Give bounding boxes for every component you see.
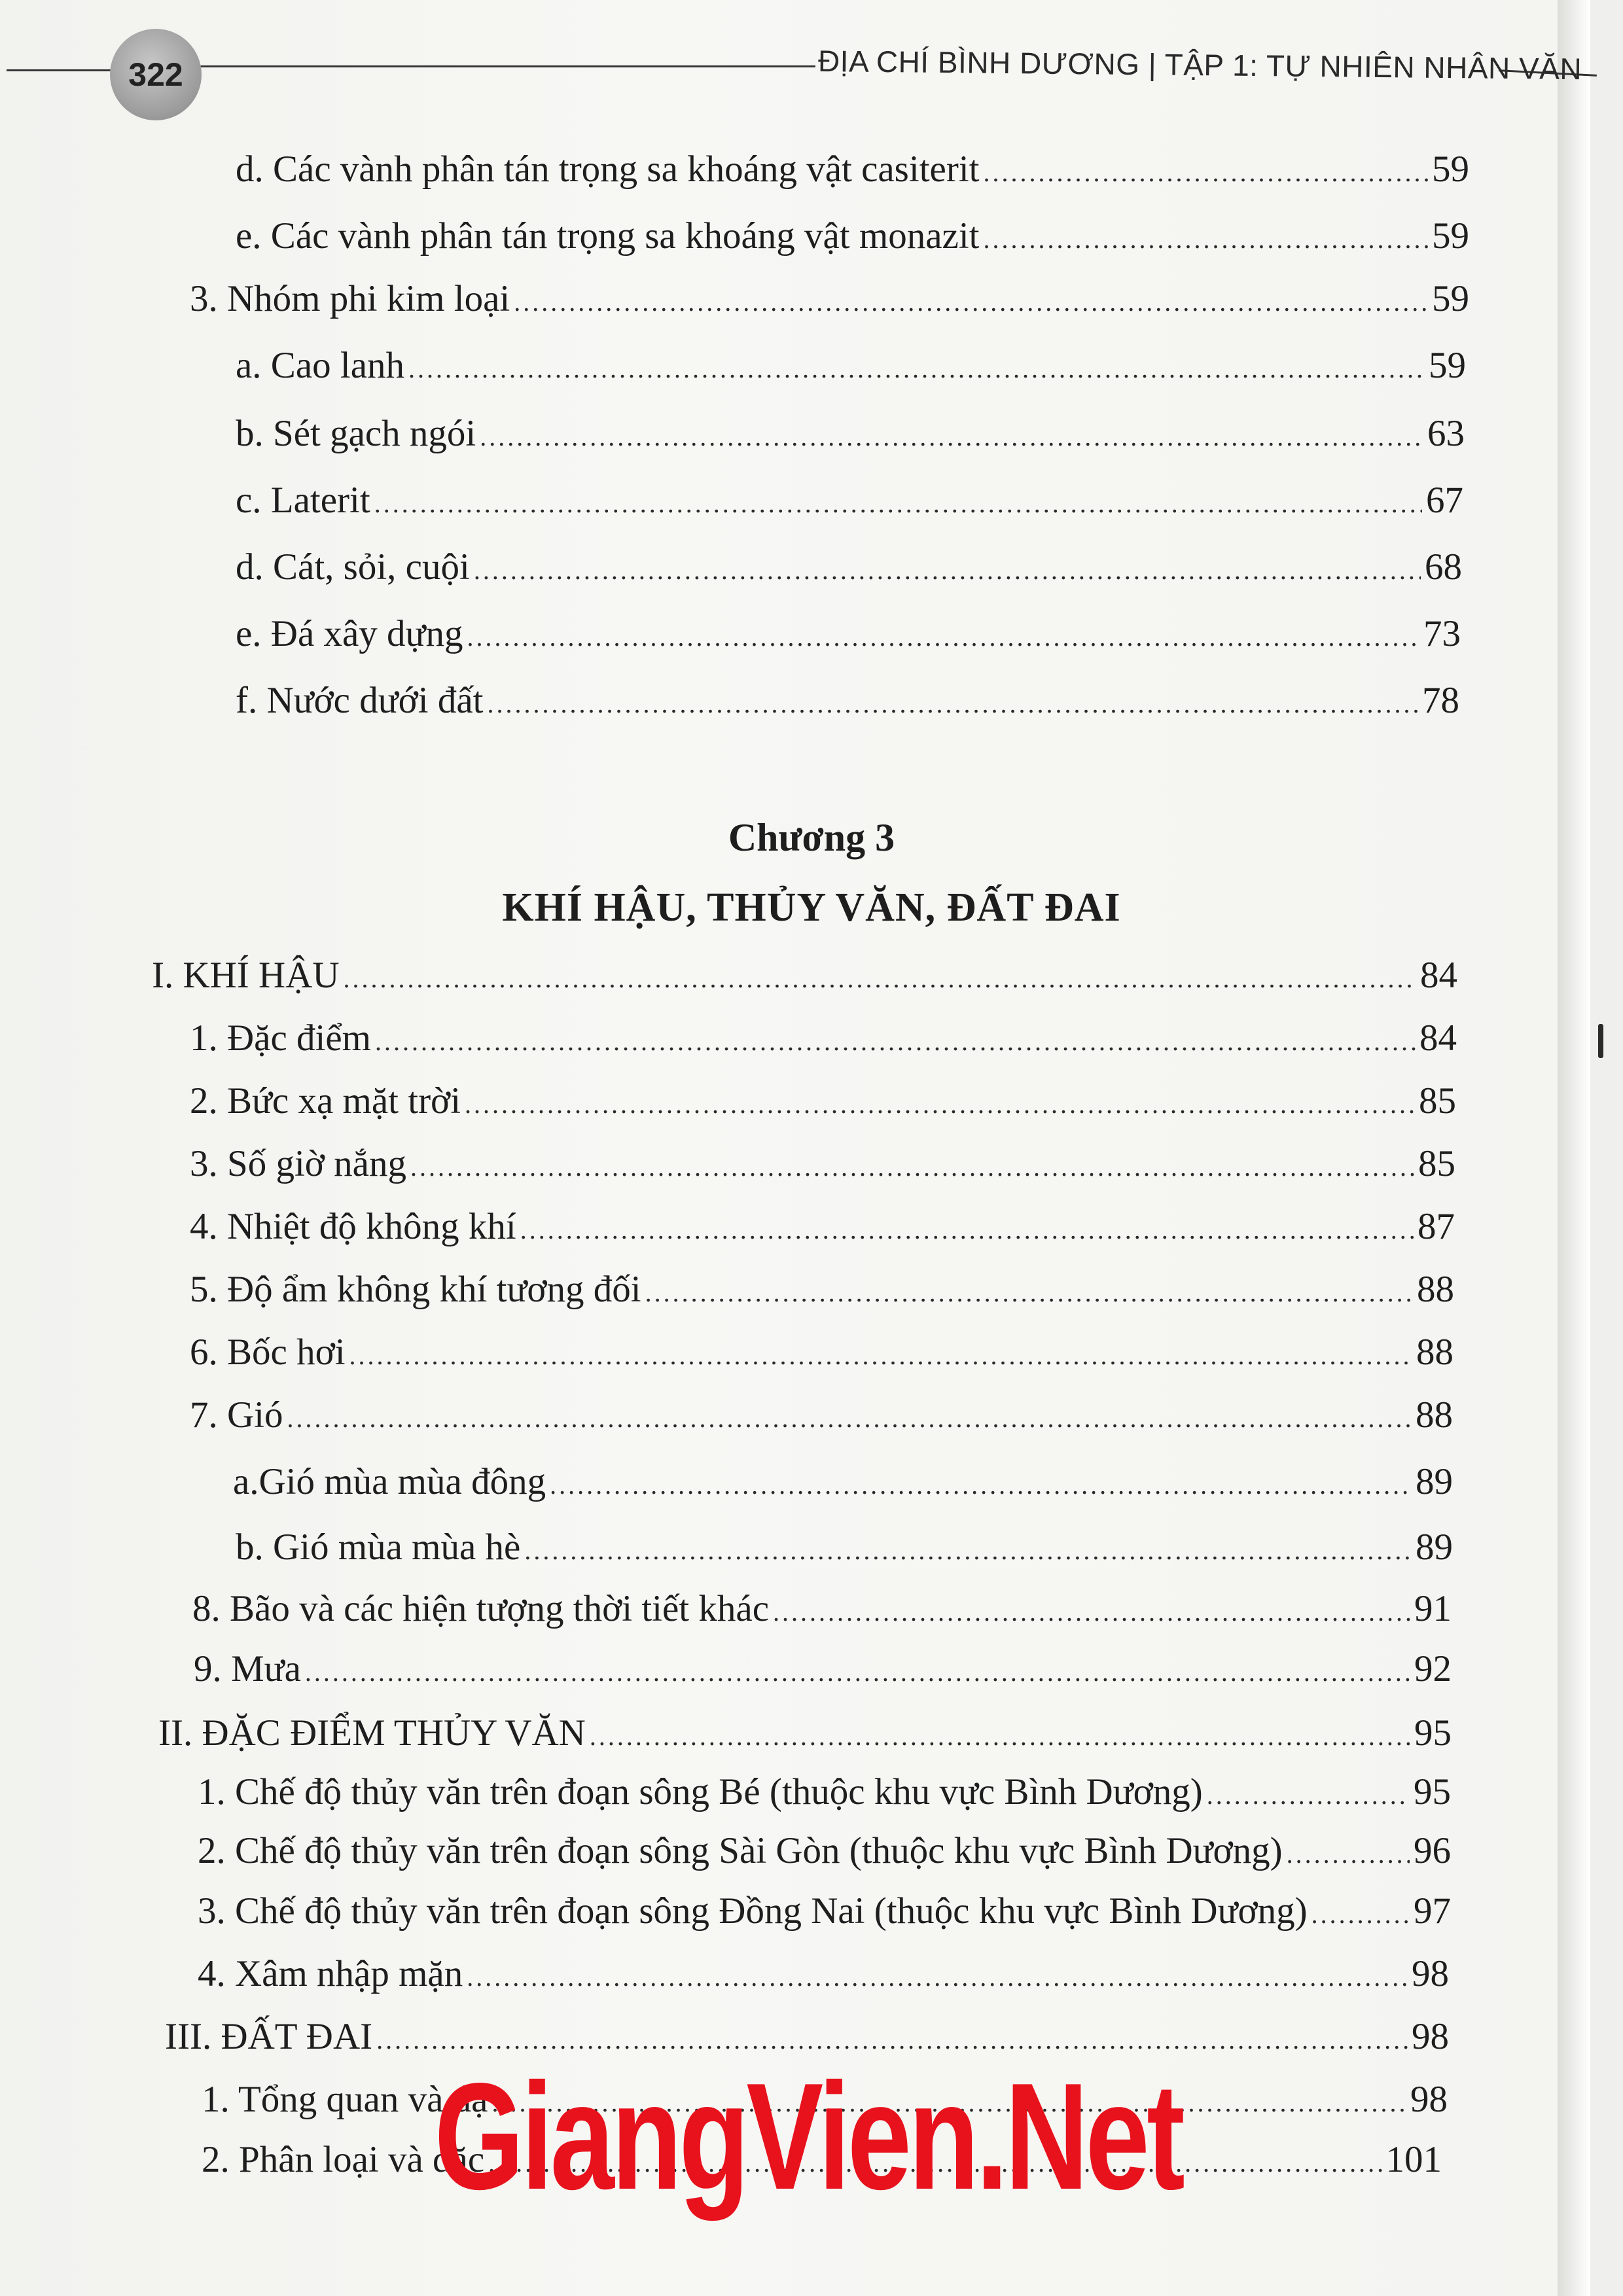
running-title: ĐỊA CHÍ BÌNH DƯƠNG | TẬP 1: TỰ NHIÊN NHÂN VĂN	[817, 44, 1582, 86]
toc-entry	[236, 150, 1469, 188]
toc-entry-page: 59	[1432, 278, 1469, 319]
toc-entry-page: 88	[1416, 1394, 1453, 1436]
toc-entry	[190, 280, 1469, 317]
toc-entry	[192, 1590, 1452, 1627]
toc-entry-label: e. Các vành phân tán trọng sa khoáng vật monazit	[236, 215, 980, 256]
toc-entry-page: 63	[1427, 413, 1465, 454]
toc-entry	[236, 548, 1462, 586]
toc-entry-label: 1. Chế độ thủy văn trên đoạn sông Bé (thuộc khu vực Bình Dương)	[198, 1771, 1203, 1812]
toc-leader-dots	[374, 491, 1422, 517]
toc-leader-dots	[1287, 1841, 1410, 1867]
toc-entry-page: 85	[1419, 1080, 1456, 1122]
toc-leader-dots	[408, 356, 1425, 382]
toc-entry	[198, 1773, 1451, 1810]
toc-entry	[190, 1396, 1453, 1434]
toc-entry	[233, 1463, 1453, 1500]
page-edge-mark	[1598, 1024, 1603, 1058]
toc-leader-dots	[645, 1280, 1413, 1306]
toc-leader-dots	[305, 1659, 1410, 1686]
toc-entry-label: 2. Bức xạ mặt trời	[190, 1080, 461, 1122]
toc-entry-label: b. Sét gạch ngói	[236, 413, 476, 454]
chapter-heading: Chương 3	[728, 816, 895, 859]
toc-entry-label: II. ĐẶC ĐIỂM THỦY VĂN	[158, 1712, 586, 1754]
toc-entry-page: 98	[1412, 1953, 1449, 1994]
toc-entry-label: 2. Phân loại và đặc	[202, 2139, 485, 2180]
toc-leader-dots	[410, 1154, 1414, 1180]
toc-leader-dots	[520, 1217, 1414, 1243]
toc-entry-page: 89	[1416, 1461, 1453, 1502]
toc-leader-dots	[514, 289, 1428, 315]
toc-entry	[198, 1832, 1451, 1869]
toc-entry-page: 68	[1425, 546, 1462, 588]
toc-entry-label: 2. Chế độ thủy văn trên đoạn sông Sài Gòn (thuộc khu vực Bình Dương)	[198, 1830, 1283, 1871]
toc-leader-dots	[984, 160, 1429, 186]
toc-entry-label: a.Gió mùa mùa đông	[233, 1461, 546, 1502]
toc-entry-page: 59	[1429, 345, 1466, 386]
toc-leader-dots	[465, 1091, 1415, 1118]
toc-entry-page: 98	[1412, 2016, 1449, 2057]
toc-leader-dots	[467, 624, 1419, 650]
toc-leader-dots	[488, 691, 1419, 717]
toc-entry	[190, 1019, 1457, 1057]
toc-entry-page: 78	[1422, 680, 1459, 721]
toc-leader-dots	[550, 1472, 1412, 1498]
toc-entry-label: d. Cát, sỏi, cuội	[236, 546, 470, 588]
toc-entry-page: 101	[1385, 2139, 1442, 2180]
toc-entry-label: III. ĐẤT ĐAI	[165, 2016, 373, 2057]
toc-entry-label: 3. Chế độ thủy văn trên đoạn sông Đồng Nai (thuộc khu vực Bình Dương)	[198, 1890, 1308, 1932]
toc-entry-page: 59	[1432, 149, 1469, 190]
toc-entry-label: b. Gió mùa mùa hè	[236, 1527, 521, 1568]
toc-leader-dots	[349, 1343, 1412, 1369]
toc-entry-label: 6. Bốc hơi	[190, 1332, 346, 1373]
toc-entry-page: 84	[1419, 1017, 1457, 1059]
toc-leader-dots	[984, 226, 1429, 253]
toc-entry	[236, 415, 1465, 452]
toc-entry-label: 7. Gió	[190, 1394, 283, 1436]
toc-entry	[236, 217, 1469, 255]
toc-entry-label: 3. Nhóm phi kim loại	[190, 278, 510, 319]
toc-section	[152, 957, 1457, 994]
toc-entry	[190, 1333, 1454, 1371]
watermark-logo: GiangVien.Net	[434, 2051, 1183, 2221]
toc-entry-page: 97	[1414, 1890, 1451, 1932]
toc-entry-page: 87	[1418, 1206, 1455, 1247]
toc-entry-page: 88	[1416, 1332, 1454, 1373]
toc-leader-dots	[467, 1964, 1408, 1990]
toc-entry-page: 85	[1418, 1143, 1455, 1184]
toc-entry-page: 67	[1426, 480, 1463, 521]
toc-leader-dots	[524, 1538, 1412, 1564]
toc-leader-dots	[474, 557, 1421, 584]
toc-entry-label: 4. Nhiệt độ không khí	[190, 1206, 516, 1247]
toc-entry	[190, 1082, 1456, 1120]
toc-entry	[236, 682, 1459, 719]
toc-entry-label: c. Laterit	[236, 480, 370, 521]
toc-entry-page: 98	[1410, 2079, 1448, 2120]
toc-entry-label: 3. Số giờ nắng	[190, 1143, 406, 1184]
toc-entry-page: 59	[1432, 215, 1469, 256]
header-rule	[200, 65, 815, 67]
toc-leader-dots	[1311, 1901, 1410, 1928]
toc-entry	[190, 1145, 1455, 1182]
toc-entry-label: 9. Mưa	[194, 1648, 301, 1689]
toc-entry	[198, 1955, 1449, 1992]
toc-entry-page: 88	[1417, 1269, 1454, 1310]
toc-entry-page: 95	[1414, 1712, 1452, 1754]
toc-entry-label: 1. Đặc điểm	[190, 1017, 371, 1059]
page-number-badge	[110, 29, 202, 120]
chapter-title: KHÍ HẬU, THỦY VĂN, ĐẤT ĐAI	[502, 885, 1121, 930]
page-number: 322	[128, 56, 183, 93]
toc-leader-dots	[480, 424, 1423, 450]
toc-entry	[236, 615, 1461, 652]
toc-entry-label: f. Nước dưới đất	[236, 680, 484, 721]
toc-entry-label: 5. Độ ẩm không khí tương đối	[190, 1269, 641, 1310]
page-edge	[1558, 0, 1590, 2296]
toc-entry-label: a. Cao lanh	[236, 345, 405, 386]
toc-entry	[190, 1271, 1454, 1308]
toc-section	[158, 1714, 1452, 1752]
toc-entry-label: 4. Xâm nhập mặn	[198, 1953, 463, 1994]
toc-entry	[236, 347, 1466, 384]
toc-entry	[194, 1650, 1452, 1687]
toc-leader-dots	[773, 1599, 1410, 1625]
toc-leader-dots	[1207, 1782, 1410, 1809]
toc-leader-dots	[287, 1405, 1412, 1432]
toc-entry	[236, 1528, 1453, 1566]
toc-leader-dots	[375, 1029, 1416, 1055]
toc-entry-page: 95	[1414, 1771, 1451, 1812]
toc-entry-page: 96	[1414, 1830, 1451, 1871]
toc-entry-page: 84	[1420, 955, 1457, 996]
toc-entry	[236, 482, 1463, 519]
toc-entry-label: e. Đá xây dựng	[236, 613, 463, 654]
toc-entry-label: 1. Tổng quan và đặ	[202, 2079, 488, 2120]
toc-entry-label: d. Các vành phân tán trọng sa khoáng vật casiterit	[236, 149, 980, 190]
toc-entry-page: 73	[1423, 613, 1461, 654]
toc-entry-label: 8. Bão và các hiện tượng thời tiết khác	[192, 1588, 769, 1629]
header-rule	[7, 69, 111, 71]
toc-entry-page: 92	[1414, 1648, 1452, 1689]
toc-entry-page: 91	[1414, 1588, 1452, 1629]
toc-entry	[190, 1208, 1455, 1245]
toc-entry-page: 89	[1416, 1527, 1453, 1568]
toc-entry-label: I. KHÍ HẬU	[152, 955, 340, 996]
toc-leader-dots	[344, 966, 1416, 992]
toc-leader-dots	[590, 1723, 1410, 1750]
toc-entry	[198, 1892, 1451, 1930]
